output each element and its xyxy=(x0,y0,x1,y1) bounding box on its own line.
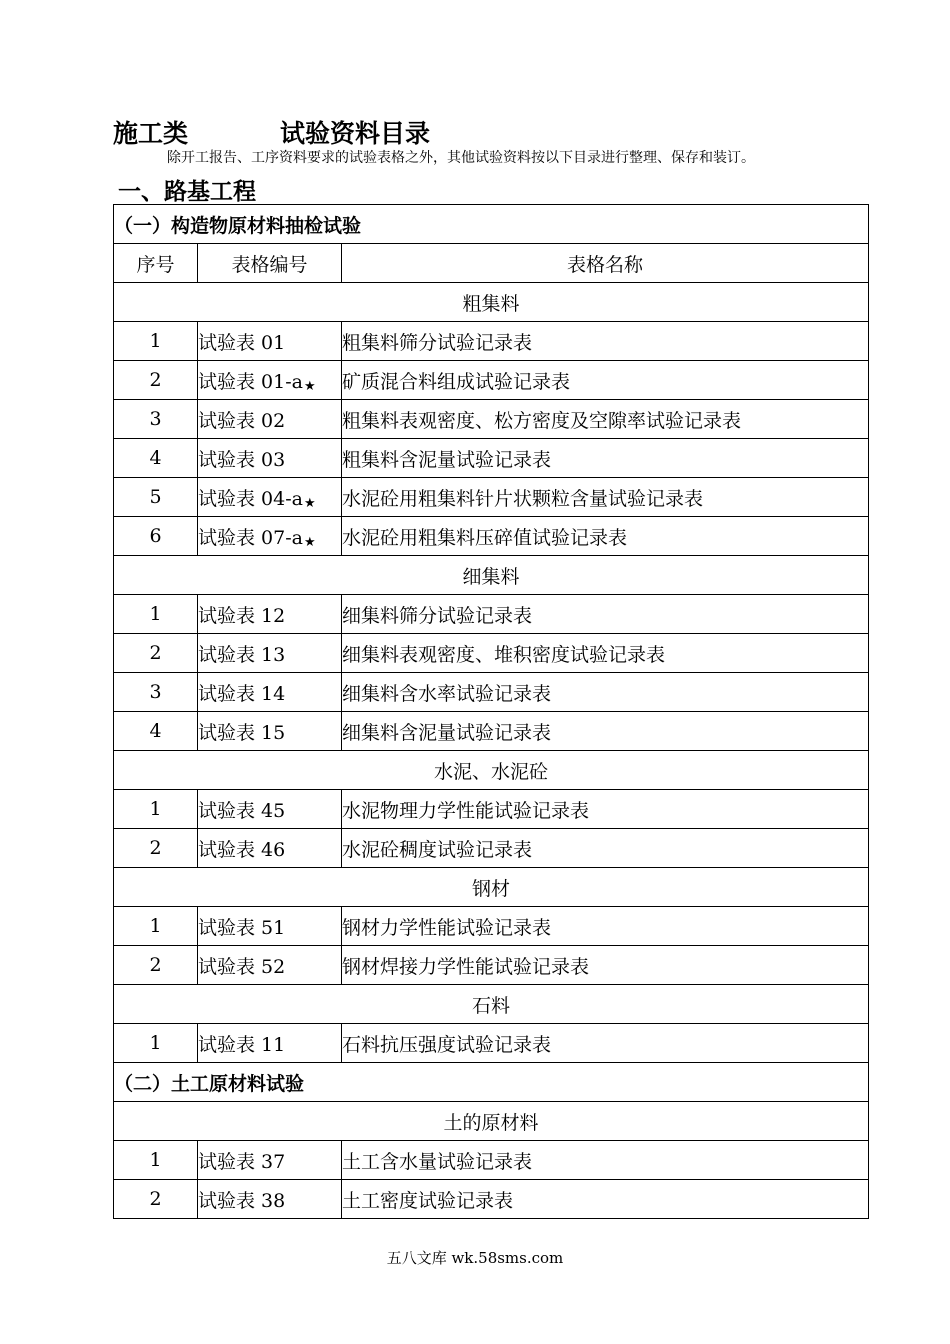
form-code xyxy=(198,439,342,478)
form-code-text: 试验表 15 xyxy=(198,721,286,744)
form-name: 水泥砼稠度试验记录表 xyxy=(342,829,869,868)
table-row xyxy=(114,790,869,829)
form-name: 细集料表观密度、堆积密度试验记录表 xyxy=(342,634,869,673)
form-code-text: 试验表 45 xyxy=(198,799,286,822)
form-code-text: 试验表 52 xyxy=(198,955,286,978)
row-number: 1 xyxy=(114,595,198,634)
footer-watermark: 五八文库 wk.58sms.com xyxy=(386,1249,564,1267)
form-name: 粗集料筛分试验记录表 xyxy=(342,322,869,361)
form-name: 粗集料含泥量试验记录表 xyxy=(342,439,869,478)
section-title: 一、路基工程 xyxy=(118,179,256,205)
group-title: 石料 xyxy=(114,985,869,1024)
header-name: 表格名称 xyxy=(342,244,869,283)
form-name: 土工密度试验记录表 xyxy=(342,1180,869,1219)
table-row xyxy=(114,1141,869,1180)
form-code xyxy=(198,829,342,868)
group-title: 土的原材料 xyxy=(114,1102,869,1141)
subsection-row xyxy=(114,1063,869,1102)
table-row xyxy=(114,517,869,556)
document-title xyxy=(113,114,430,150)
title-main: 试验资料目录 xyxy=(280,119,431,148)
form-code xyxy=(198,517,342,556)
form-code xyxy=(198,907,342,946)
row-number: 2 xyxy=(114,1180,198,1219)
row-number: 5 xyxy=(114,478,198,517)
star-icon: ★ xyxy=(303,534,316,550)
group-row xyxy=(114,985,869,1024)
form-code xyxy=(198,673,342,712)
form-code xyxy=(198,1141,342,1180)
row-number: 4 xyxy=(114,712,198,751)
form-name: 钢材力学性能试验记录表 xyxy=(342,907,869,946)
form-code xyxy=(198,478,342,517)
form-code-text: 试验表 01-a xyxy=(198,370,303,393)
group-row xyxy=(114,556,869,595)
table-row xyxy=(114,478,869,517)
form-code-text: 试验表 01 xyxy=(198,331,286,354)
title-category: 施工类 xyxy=(113,119,189,148)
row-number: 2 xyxy=(114,829,198,868)
header-no: 序号 xyxy=(114,244,198,283)
form-name: 细集料筛分试验记录表 xyxy=(342,595,869,634)
row-number: 1 xyxy=(114,907,198,946)
row-number: 6 xyxy=(114,517,198,556)
group-row xyxy=(114,751,869,790)
table-row xyxy=(114,400,869,439)
intro-text: 除开工报告、工序资料要求的试验表格之外，其他试验资料按以下目录进行整理、保存和装订。 xyxy=(167,150,755,166)
form-code-text: 试验表 38 xyxy=(198,1189,286,1212)
form-code-text: 试验表 04-a xyxy=(198,487,303,510)
form-name: 细集料含水率试验记录表 xyxy=(342,673,869,712)
table-row xyxy=(114,946,869,985)
form-code-text: 试验表 14 xyxy=(198,682,286,705)
row-number: 4 xyxy=(114,439,198,478)
star-icon: ★ xyxy=(303,378,316,394)
form-code xyxy=(198,790,342,829)
row-number: 2 xyxy=(114,361,198,400)
form-code xyxy=(198,946,342,985)
table-row xyxy=(114,361,869,400)
form-code xyxy=(198,400,342,439)
form-code xyxy=(198,712,342,751)
group-title: 粗集料 xyxy=(114,283,869,322)
table-row xyxy=(114,673,869,712)
row-number: 2 xyxy=(114,946,198,985)
form-code xyxy=(198,634,342,673)
row-number: 3 xyxy=(114,673,198,712)
table-row xyxy=(114,1180,869,1219)
form-code xyxy=(198,1180,342,1219)
form-code-text: 试验表 51 xyxy=(198,916,286,939)
table-row xyxy=(114,439,869,478)
group-title: 细集料 xyxy=(114,556,869,595)
form-code-text: 试验表 02 xyxy=(198,409,286,432)
form-code xyxy=(198,595,342,634)
form-name: 矿质混合料组成试验记录表 xyxy=(342,361,869,400)
group-row xyxy=(114,868,869,907)
table-header-row xyxy=(114,244,869,283)
group-row xyxy=(114,283,869,322)
table-row xyxy=(114,907,869,946)
form-name: 粗集料表观密度、松方密度及空隙率试验记录表 xyxy=(342,400,869,439)
form-code-text: 试验表 12 xyxy=(198,604,286,627)
form-name: 细集料含泥量试验记录表 xyxy=(342,712,869,751)
table-row xyxy=(114,712,869,751)
form-name: 水泥物理力学性能试验记录表 xyxy=(342,790,869,829)
form-code-text: 试验表 13 xyxy=(198,643,286,666)
row-number: 1 xyxy=(114,322,198,361)
form-name: 钢材焊接力学性能试验记录表 xyxy=(342,946,869,985)
row-number: 1 xyxy=(114,1024,198,1063)
table-row xyxy=(114,322,869,361)
form-code-text: 试验表 46 xyxy=(198,838,286,861)
group-title: 钢材 xyxy=(114,868,869,907)
form-code xyxy=(198,322,342,361)
form-name: 土工含水量试验记录表 xyxy=(342,1141,869,1180)
table-row xyxy=(114,1024,869,1063)
subsection-title: （二）土工原材料试验 xyxy=(114,1063,869,1102)
table-row xyxy=(114,595,869,634)
catalog-table xyxy=(113,204,869,1219)
subsection-row xyxy=(114,205,869,244)
form-code-text: 试验表 11 xyxy=(198,1033,286,1056)
star-icon: ★ xyxy=(303,495,316,511)
form-name: 水泥砼用粗集料压碎值试验记录表 xyxy=(342,517,869,556)
header-code: 表格编号 xyxy=(198,244,342,283)
form-code xyxy=(198,1024,342,1063)
form-code xyxy=(198,361,342,400)
row-number: 2 xyxy=(114,634,198,673)
group-row xyxy=(114,1102,869,1141)
row-number: 1 xyxy=(114,1141,198,1180)
group-title: 水泥、水泥砼 xyxy=(114,751,869,790)
row-number: 3 xyxy=(114,400,198,439)
subsection-title: （一）构造物原材料抽检试验 xyxy=(114,205,869,244)
table-row xyxy=(114,634,869,673)
form-name: 石料抗压强度试验记录表 xyxy=(342,1024,869,1063)
form-code-text: 试验表 37 xyxy=(198,1150,286,1173)
form-code-text: 试验表 07-a xyxy=(198,526,303,549)
form-name: 水泥砼用粗集料针片状颗粒含量试验记录表 xyxy=(342,478,869,517)
form-code-text: 试验表 03 xyxy=(198,448,286,471)
table-row xyxy=(114,829,869,868)
row-number: 1 xyxy=(114,790,198,829)
